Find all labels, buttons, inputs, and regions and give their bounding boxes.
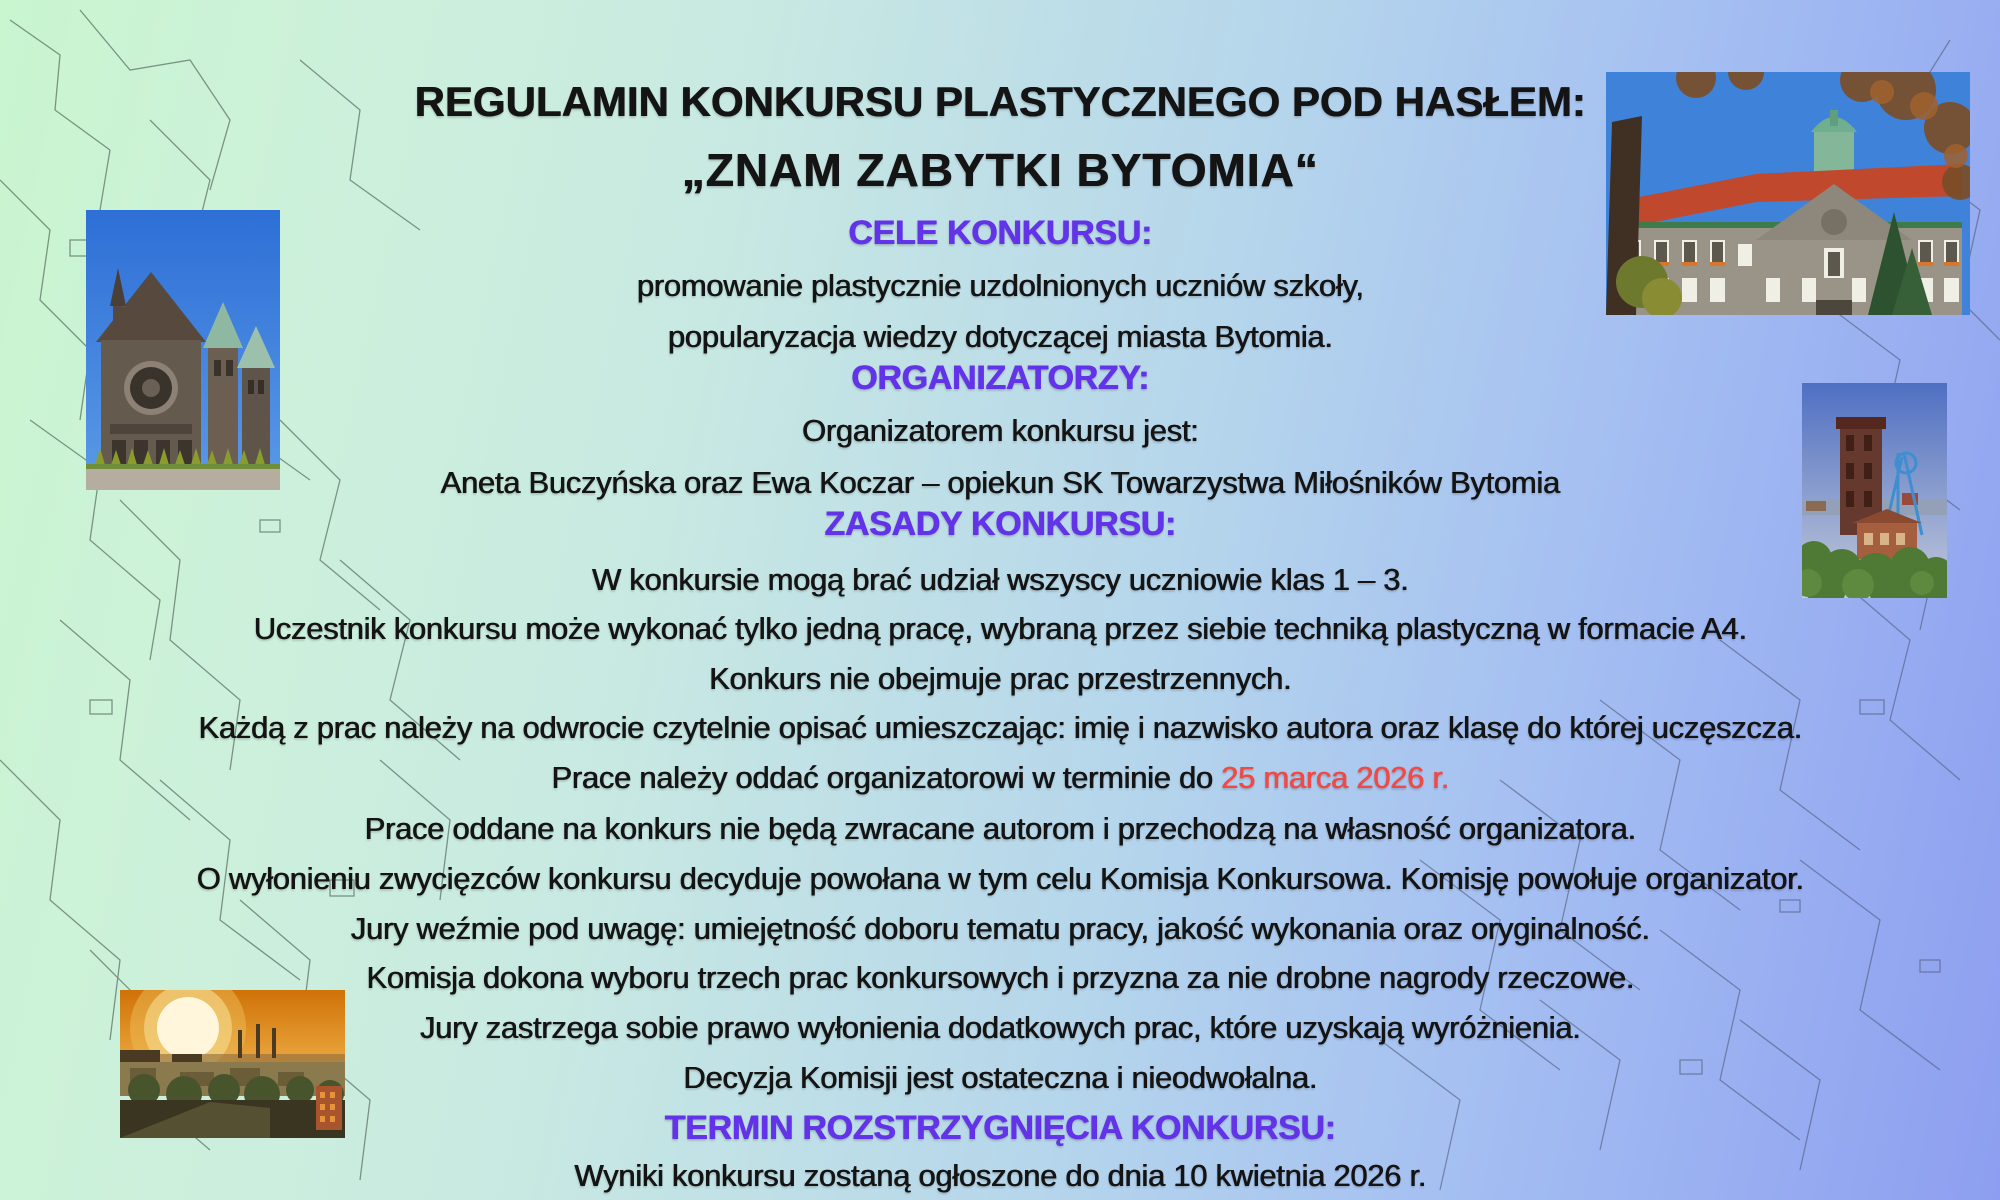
zasady-rule: W konkursie mogą brać udział wszyscy uczniowie klas 1 – 3. bbox=[591, 562, 1409, 597]
cele-item: popularyzacja wiedzy dotyczącej miasta Bytomia. bbox=[667, 319, 1333, 354]
section-heading-zasady: ZASADY KONKURSU: bbox=[824, 505, 1176, 543]
zasady-rule: Jury zastrzega sobie prawo wyłonienia dodatkowych prac, które uzyskają wyróżnienia. bbox=[419, 1010, 1581, 1045]
section-heading-cele: CELE KONKURSU: bbox=[848, 214, 1152, 252]
zasady-rule: Komisja dokona wyboru trzech prac konkursowych i przyzna za nie drobne nagrody rzeczowe. bbox=[366, 960, 1634, 995]
zasady-rule-deadline bbox=[551, 753, 1449, 803]
zasady-rule: Decyzja Komisji jest ostateczna i nieodwołalna. bbox=[683, 1060, 1317, 1095]
termin-item: Wyniki konkursu zostaną ogłoszone do dnia 10 kwietnia 2026 r. bbox=[574, 1158, 1426, 1193]
zasady-rule: Jury weźmie pod uwagę: umiejętność doboru tematu pracy, jakość wykonania oraz oryginalność. bbox=[350, 911, 1650, 946]
zasady-rule: Uczestnik konkursu może wykonać tylko jedną pracę, wybraną przez siebie techniką plastyczną w formacie A4. bbox=[253, 611, 1747, 646]
organizatorzy-item: Organizatorem konkursu jest: bbox=[801, 413, 1199, 448]
school-building-photo bbox=[1606, 72, 1970, 315]
industrial-sunset-photo bbox=[120, 990, 345, 1138]
mine-shaft-tower-photo bbox=[1802, 383, 1947, 598]
zasady-rule: Konkurs nie obejmuje prac przestrzennych. bbox=[708, 661, 1292, 696]
zasady-rule: Każdą z prac należy na odwrocie czytelnie opisać umieszczając: imię i nazwisko autora oraz klasę do której uczęszcza. bbox=[198, 710, 1802, 745]
section-heading-organizatorzy: ORGANIZATORZY: bbox=[851, 359, 1149, 397]
cele-item: promowanie plastycznie uzdolnionych uczniów szkoły, bbox=[636, 268, 1364, 303]
deadline-date: 25 marca 2026 r. bbox=[1220, 760, 1449, 795]
zasady-rule: O wyłonieniu zwycięzców konkursu decyduje powołana w tym celu Komisja Konkursowa. Komisję powołuje organizator. bbox=[196, 861, 1804, 896]
poster-title: REGULAMIN KONKURSU PLASTYCZNEGO POD HASŁEM: bbox=[414, 78, 1586, 125]
zasady-rule: Prace oddane na konkurs nie będą zwracane autorom i przechodzą na własność organizatora. bbox=[364, 811, 1636, 846]
section-heading-termin: TERMIN ROZSTRZYGNIĘCIA KONKURSU: bbox=[664, 1109, 1336, 1147]
deadline-prefix: Prace należy oddać organizatorowi w terminie do bbox=[551, 760, 1221, 795]
organizatorzy-item: Aneta Buczyńska oraz Ewa Koczar – opiekun SK Towarzystwa Miłośników Bytomia bbox=[440, 465, 1560, 500]
poster-subtitle: „ZNAM ZABYTKI BYTOMIA“ bbox=[681, 144, 1319, 196]
church-photo bbox=[86, 210, 280, 490]
